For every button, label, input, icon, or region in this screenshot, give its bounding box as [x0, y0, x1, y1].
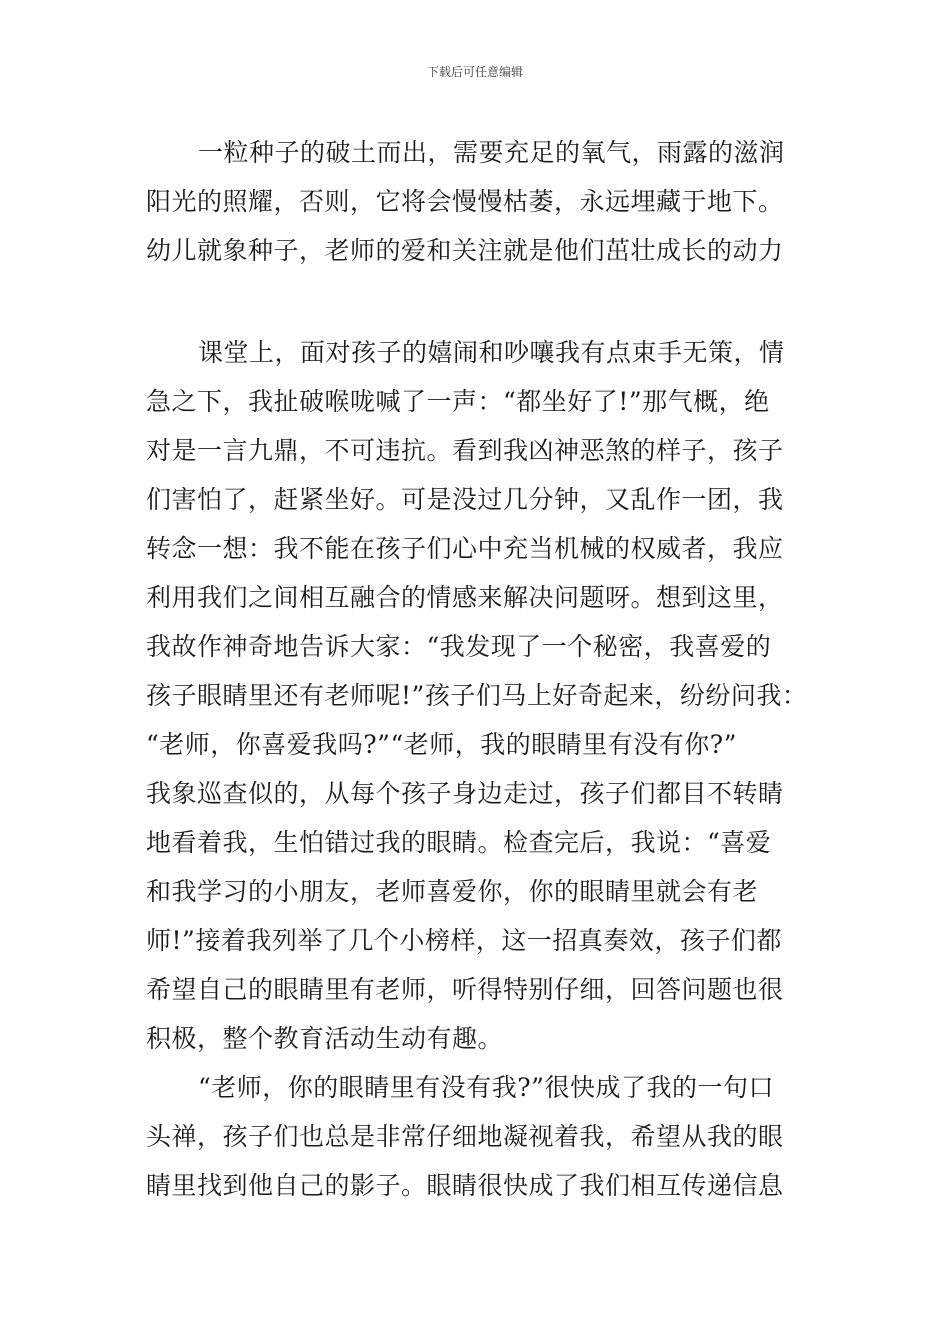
text-line: 头禅，孩子们也总是非常仔细地凝视着我，希望从我的眼	[146, 1122, 784, 1151]
page-header-note: 下载后可任意编辑	[426, 65, 523, 79]
text-line: 一粒种子的破土而出，需要充足的氧气，雨露的滋润	[198, 138, 785, 167]
text-line: 们害怕了，赶紧坐好。可是没过几分钟，又乱作一团，我	[146, 485, 784, 514]
text-line: “老师，你喜爱我吗?”“老师，我的眼睛里有没有你?”	[146, 730, 737, 759]
text-line: 对是一言九鼎，不可违抗。看到我凶神恶煞的样子，孩子	[146, 436, 784, 465]
text-line: “老师，你的眼睛里有没有我?”很快成了我的一句口	[198, 1073, 774, 1102]
paragraph-seed	[146, 128, 821, 275]
paragraph-classroom	[146, 328, 821, 1210]
text-line: 利用我们之间相互融合的情感来解决问题呀。想到这里，	[146, 583, 784, 612]
text-line: 积极，整个教育活动生动有趣。	[146, 1024, 504, 1053]
text-line: 转念一想：我不能在孩子们心中充当机械的权威者，我应	[146, 534, 784, 563]
text-line: 课堂上，面对孩子的嬉闹和吵嚷我有点束手无策，情	[198, 338, 785, 367]
text-line: 幼儿就象种子，老师的爱和关注就是他们茁壮成长的动力	[146, 236, 784, 265]
text-line: 睛里找到他自己的影子。眼睛很快成了我们相互传递信息	[146, 1171, 784, 1200]
text-line: 希望自己的眼睛里有老师，听得特别仔细，回答问题也很	[146, 975, 784, 1004]
text-line: 急之下，我扯破喉咙喊了一声：“都坐好了!”那气概，绝	[146, 387, 770, 416]
text-line: 地看着我，生怕错过我的眼睛。检查完后，我说：“喜爱	[146, 828, 772, 857]
text-line: 我象巡查似的，从每个孩子身边走过，孩子们都目不转睛	[146, 779, 784, 808]
text-line: 孩子眼睛里还有老师呢!”孩子们马上好奇起来，纷纷问我：	[146, 681, 808, 710]
text-line: 阳光的照耀，否则，它将会慢慢枯萎，永远埋藏于地下。	[146, 187, 784, 216]
text-line: 我故作神奇地告诉大家：“我发现了一个秘密，我喜爱的	[146, 632, 772, 661]
text-line: 师!”接着我列举了几个小榜样，这一招真奏效，孩子们都	[146, 926, 782, 955]
text-line: 和我学习的小朋友，老师喜爱你，你的眼睛里就会有老	[146, 877, 759, 906]
